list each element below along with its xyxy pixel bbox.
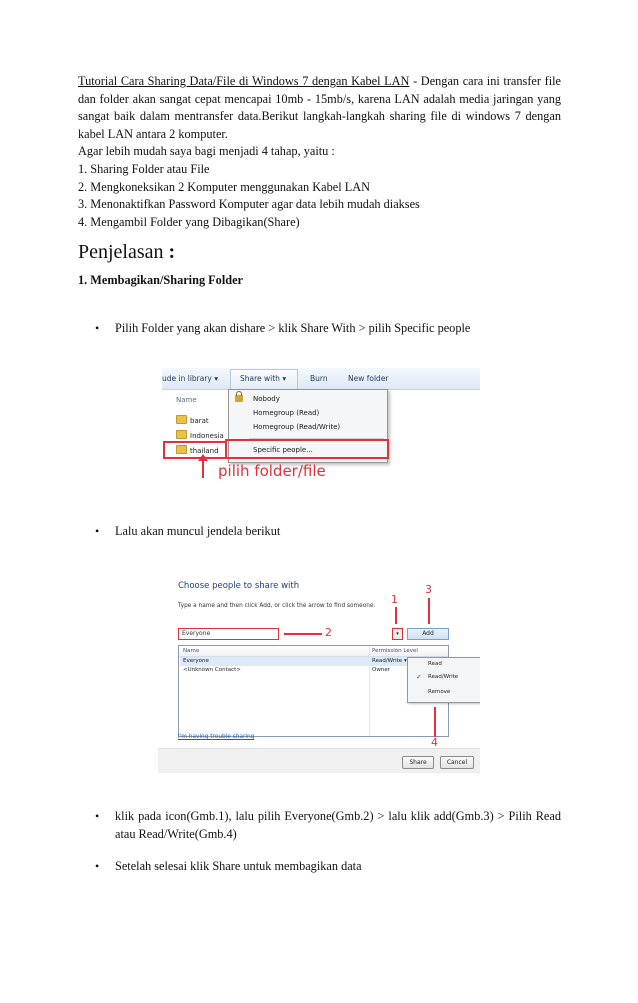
- menu-item-read[interactable]: Read: [428, 661, 442, 667]
- folder-icon: [176, 430, 187, 439]
- new-folder-button[interactable]: New folder: [348, 374, 389, 383]
- col-name: Name: [183, 648, 200, 654]
- bullet-icon: •: [95, 809, 100, 823]
- dialog-hint: Type a name and then click Add, or click the arrow to find someone.: [178, 603, 376, 609]
- row-permission[interactable]: Read/Write ▾: [372, 658, 407, 664]
- arrow-2-icon: [284, 633, 322, 635]
- bullet-text: Pilih Folder yang akan dishare > klik Share With > pilih Specific people: [115, 321, 471, 335]
- marker-4: 4: [431, 736, 438, 749]
- bullet-item: [95, 808, 561, 843]
- bullet-text: Setelah selesai klik Share untuk membagikan data: [115, 859, 362, 873]
- menu-item-readwrite[interactable]: Read/Write: [428, 674, 459, 680]
- bullet-icon: •: [95, 859, 100, 873]
- intro-paragraph: [78, 73, 561, 161]
- bullet-icon: •: [95, 524, 100, 538]
- specific-people-highlight: [225, 439, 389, 459]
- step-item: 4. Mengambil Folder yang Dibagikan(Share): [78, 214, 300, 229]
- folder-label: barat: [190, 417, 209, 425]
- burn-button[interactable]: Burn: [310, 374, 328, 383]
- check-icon: ✓: [416, 673, 422, 681]
- heading-colon: :: [168, 241, 176, 263]
- bullet-item: [95, 320, 561, 338]
- table-header: [179, 646, 448, 657]
- menu-item-nobody[interactable]: Nobody: [253, 395, 280, 403]
- menu-item-homegroup-readwrite[interactable]: Homegroup (Read/Write): [253, 423, 341, 431]
- cancel-button[interactable]: Cancel: [440, 756, 474, 769]
- arrow-1-icon: [395, 607, 397, 624]
- folder-label: Indonesia: [190, 432, 224, 440]
- menu-item-specific-people[interactable]: Specific people...: [253, 446, 313, 454]
- marker-1: 1: [391, 593, 398, 606]
- share-button[interactable]: Share: [402, 756, 434, 769]
- annotation-label: pilih folder/file: [218, 462, 326, 480]
- trouble-sharing-link[interactable]: I'm having trouble sharing: [178, 734, 255, 740]
- folder-item[interactable]: [176, 415, 209, 425]
- step-item: 1. Sharing Folder atau File: [78, 162, 210, 176]
- arrow-3-icon: [428, 598, 430, 624]
- arrow-4-icon: [434, 707, 436, 737]
- share-with-button[interactable]: Share with ▾: [240, 374, 287, 383]
- subheading: 1. Membagikan/Sharing Folder: [78, 273, 243, 287]
- row-name: Everyone: [183, 658, 209, 664]
- screenshot-file-sharing-dialog: [158, 570, 480, 773]
- intro-text: - Dengan cara ini transfer file dan folder akan sangat cepat mencapai 10mb - 15mb/s, karena LAN adalah media jaringan yang sangat baik dalam mentransfer data.Berikut langkah-langkah sharing file di windows 7 dengan kabel LAN antara 2 komputer.: [78, 74, 561, 141]
- marker-3: 3: [425, 583, 432, 596]
- dialog-footer: [158, 748, 480, 773]
- bullet-icon: •: [95, 321, 100, 335]
- step-item: 3. Menonaktifkan Password Komputer agar data lebih mudah diakses: [78, 197, 420, 212]
- bullet-text: klik pada icon(Gmb.1), lalu pilih Everyone(Gmb.2) > lalu klik add(Gmb.3) > Pilih Read atau Read/Write(Gmb.4): [115, 809, 561, 841]
- lock-icon: [235, 395, 243, 402]
- dialog-title: Choose people to share with: [178, 581, 300, 591]
- bullet-item: [95, 858, 561, 876]
- marker-2: 2: [325, 626, 332, 639]
- up-arrow-icon: [202, 460, 204, 478]
- include-in-library-button[interactable]: ude in library ▾: [162, 374, 219, 383]
- heading-text: Penjelasan: [78, 241, 164, 263]
- folder-icon: [176, 415, 187, 424]
- folder-label: thailand: [190, 447, 219, 455]
- tutorial-link[interactable]: Tutorial Cara Sharing Data/File di Windows 7 dengan Kabel LAN: [78, 74, 410, 88]
- section-heading: [78, 241, 175, 264]
- bullet-item: [95, 523, 561, 541]
- people-input[interactable]: Everyone: [178, 628, 279, 640]
- row-name: <Unknown Contact>: [183, 667, 241, 673]
- folder-highlight: [163, 441, 227, 459]
- name-column-header: Name: [176, 396, 197, 404]
- dropdown-arrow-button[interactable]: ▾: [392, 628, 403, 640]
- menu-item-remove[interactable]: Remove: [428, 689, 451, 695]
- menu-item-homegroup-read[interactable]: Homegroup (Read): [253, 409, 320, 417]
- col-permission: Permission Level: [372, 648, 418, 654]
- permission-menu: [407, 657, 480, 703]
- row-permission: Owner: [372, 667, 390, 673]
- add-button[interactable]: Add: [407, 628, 449, 640]
- explorer-toolbar: [162, 368, 480, 390]
- folder-item[interactable]: [176, 430, 224, 440]
- screenshot-share-menu: [162, 368, 480, 486]
- steps-list: [78, 161, 561, 231]
- step-item: 2. Mengkoneksikan 2 Komputer menggunakan Kabel LAN: [78, 179, 370, 194]
- steps-intro: Agar lebih mudah saya bagi menjadi 4 tahap, yaitu :: [78, 144, 335, 159]
- bullet-text: Lalu akan muncul jendela berikut: [115, 524, 281, 538]
